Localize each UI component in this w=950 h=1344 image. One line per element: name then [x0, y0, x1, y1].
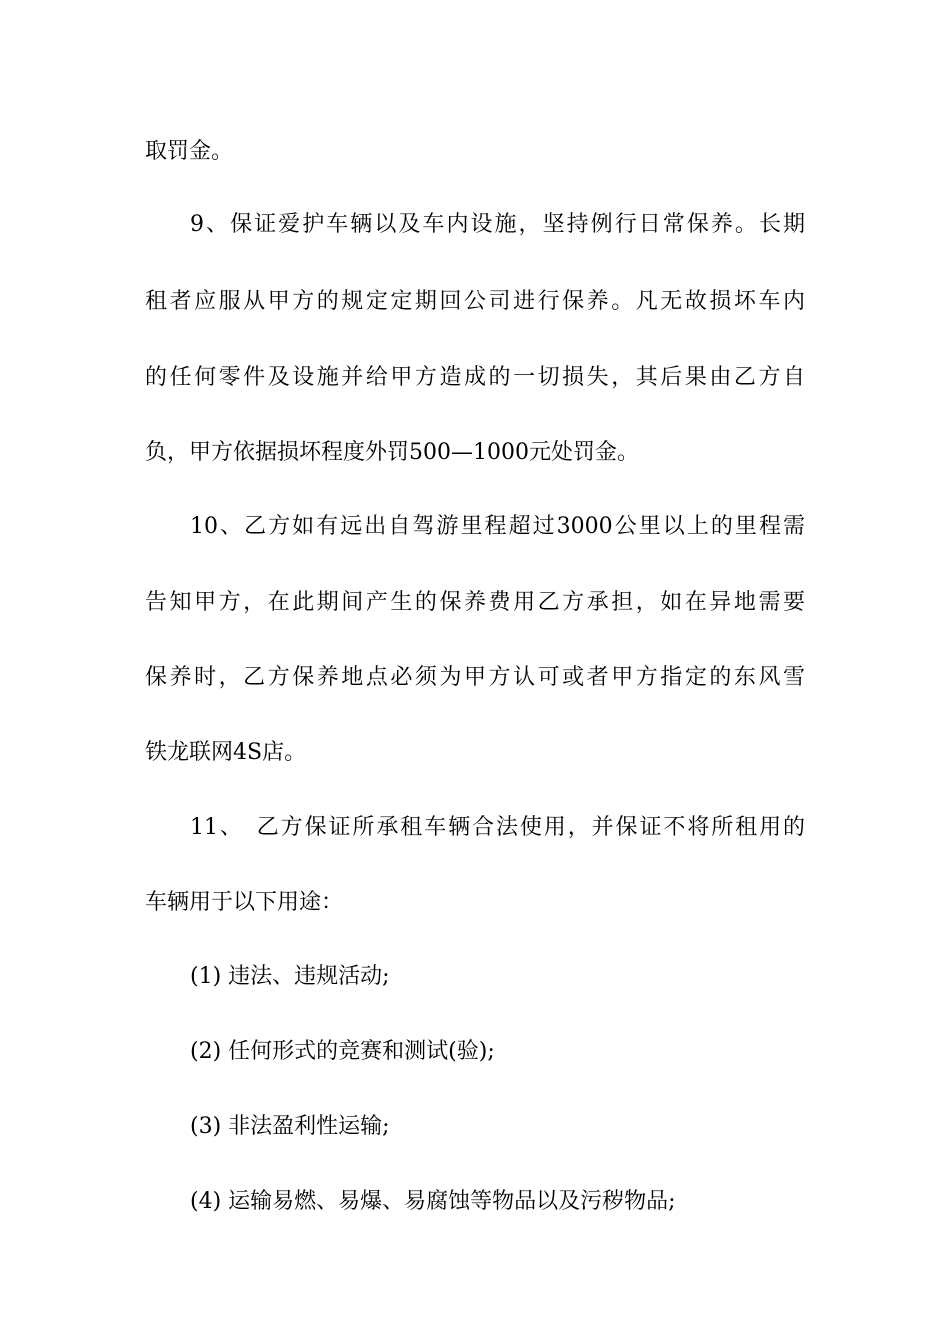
paragraph-line: 11、 乙方保证所承租车辆合法使用，并保证不将所租用的: [190, 815, 805, 840]
paragraph-line: 9、保证爱护车辆以及车内设施，坚持例行日常保养。长期: [190, 212, 805, 237]
paragraph-line: 告知甲方，在此期间产生的保养费用乙方承担，如在异地需要: [145, 590, 805, 615]
paragraph-line: 车辆用于以下用途：: [145, 890, 344, 915]
paragraph-line: 租者应服从甲方的规定定期回公司进行保养。凡无故损坏车内: [145, 289, 805, 314]
paragraph-line: 的任何零件及设施并给甲方造成的一切损失，其后果由乙方自: [145, 365, 805, 390]
list-item: (4) 运输易燃、易爆、易腐蚀等物品以及污秽物品;: [190, 1189, 676, 1214]
list-item: (3) 非法盈利性运输;: [190, 1114, 390, 1139]
list-item: (1) 违法、违规活动;: [190, 964, 390, 989]
paragraph-line: 10、乙方如有远出自驾游里程超过3000公里以上的里程需: [190, 514, 805, 539]
paragraph-line: 负，甲方依据损坏程度外罚500—1000元处罚金。: [145, 440, 639, 465]
paragraph-line: 保养时，乙方保养地点必须为甲方认可或者甲方指定的东风雪: [145, 665, 805, 690]
paragraph-line: 取罚金。: [145, 139, 234, 164]
list-item: (2) 任何形式的竞赛和测试(验);: [190, 1039, 495, 1064]
paragraph-line: 铁龙联网4S店。: [145, 740, 307, 765]
